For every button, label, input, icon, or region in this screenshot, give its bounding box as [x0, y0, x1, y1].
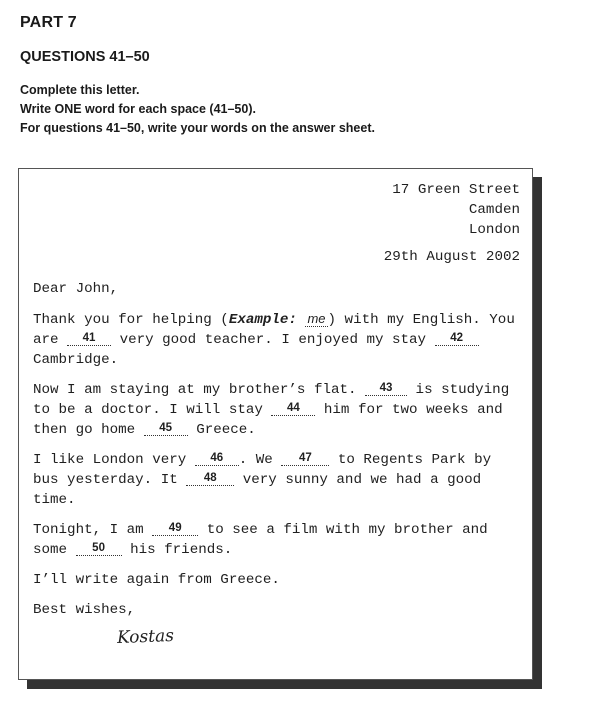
- paragraph-5: I’ll write again from Greece.: [33, 572, 280, 588]
- text: Tonight, I am: [33, 522, 153, 538]
- text: ) with my English. You are: [33, 312, 515, 348]
- example-answer: me: [307, 311, 326, 326]
- address-line: 17 Green Street: [392, 182, 520, 198]
- gap-47[interactable]: 47: [281, 452, 329, 466]
- instruction-line: For questions 41–50, write your words on the answer sheet.: [20, 121, 375, 135]
- gap-41[interactable]: 41: [67, 332, 111, 346]
- closing: Best wishes,: [33, 602, 136, 618]
- paragraph-1: [33, 309, 523, 370]
- text: Cambridge.: [33, 352, 119, 368]
- salutation: Dear John,: [33, 281, 119, 297]
- address-line: London: [468, 222, 520, 238]
- sender-address: [392, 180, 520, 240]
- instruction-line: Write ONE word for each space (41–50).: [20, 102, 256, 116]
- gap-48[interactable]: 48: [186, 472, 234, 486]
- text: Now I am staying at my brother’s flat.: [33, 382, 366, 398]
- text: Thank you for helping (: [33, 312, 229, 328]
- gap-46[interactable]: 46: [195, 452, 239, 466]
- text: his friends.: [121, 542, 233, 558]
- example-label: Example:: [228, 312, 297, 328]
- text: to Regents Park by bus yesterday. It: [33, 452, 492, 488]
- text: Greece.: [187, 422, 256, 438]
- gap-49[interactable]: 49: [152, 522, 198, 536]
- text: . We: [238, 452, 282, 468]
- instruction-line: Complete this letter.: [20, 83, 140, 97]
- gap-44[interactable]: 44: [271, 402, 315, 416]
- paragraph-2: [33, 380, 523, 440]
- text: I like London very: [33, 452, 195, 468]
- letter-body: [33, 279, 523, 630]
- letter-card: [18, 168, 533, 680]
- part-title: PART 7: [20, 14, 77, 31]
- text: is studying to be a doctor. I will stay: [33, 382, 510, 418]
- letter-date: 29th August 2002: [383, 249, 520, 265]
- questions-title: QUESTIONS 41–50: [20, 49, 150, 65]
- text: very sunny and we had a good time.: [33, 472, 482, 508]
- gap-42[interactable]: 42: [435, 332, 479, 346]
- gap-50[interactable]: 50: [76, 542, 122, 556]
- text: to see a film with my brother and some: [33, 522, 488, 558]
- paragraph-4: [33, 520, 523, 560]
- address-line: Camden: [468, 202, 520, 218]
- exam-header: [20, 14, 375, 138]
- gap-43[interactable]: 43: [365, 382, 407, 396]
- gap-45[interactable]: 45: [144, 422, 188, 436]
- signature: Kostas: [116, 626, 175, 648]
- text: him for two weeks and then go home: [33, 402, 503, 438]
- paragraph-3: [33, 450, 523, 510]
- text: very good teacher. I enjoyed my stay: [111, 332, 435, 348]
